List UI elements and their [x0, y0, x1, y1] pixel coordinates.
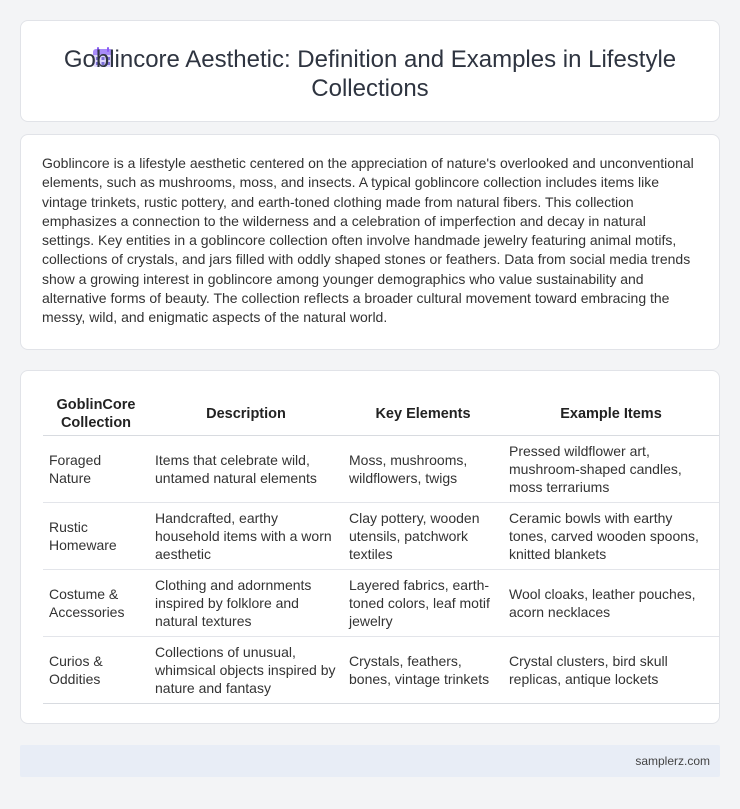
page-title: Goblincore Aesthetic: Definition and Examples in Lifestyle Collections	[63, 46, 677, 102]
cell-collection: Foraged Nature	[43, 436, 149, 503]
table-row	[43, 503, 719, 570]
cell-description: Handcrafted, earthy household items with a worn aesthetic	[149, 503, 343, 570]
cell-description: Items that celebrate wild, untamed natural elements	[149, 436, 343, 503]
header-description: Description	[149, 393, 343, 436]
cell-collection: Curios & Oddities	[43, 637, 149, 704]
header-collection: GoblinCore Collection	[43, 393, 149, 436]
table-row	[43, 570, 719, 637]
cell-examples: Pressed wildflower art, mushroom-shaped candles, moss terrariums	[503, 436, 719, 503]
cell-key-elements: Moss, mushrooms, wildflowers, twigs	[343, 436, 503, 503]
header-example-items: Example Items	[503, 393, 719, 436]
cell-key-elements: Layered fabrics, earth-toned colors, leaf motif jewelry	[343, 570, 503, 637]
cell-key-elements: Clay pottery, wooden utensils, patchwork textiles	[343, 503, 503, 570]
intro-paragraph: Goblincore is a lifestyle aesthetic centered on the appreciation of nature's overlooked and unconventional elements, such as mushrooms, moss, and insects. A typical goblincore collection includes items like vintage trinkets, rustic pottery, and earth-toned clothing made from natural fibers. This collection emphasizes a connection to the wilderness and a celebration of imperfection and decay in natural settings. Key entities in a goblincore collection often involve handmade jewelry featuring animal motifs, collections of crystals, and jars filled with oddly shaped stones or feathers. Data from social media trends show a growing interest in goblincore among younger demographics who value sustainability and alternative forms of beauty. The collection reflects a broader cultural movement toward embracing the messy, wild, and enigmatic aspects of the natural world.	[42, 155, 694, 326]
cell-key-elements: Crystals, feathers, bones, vintage trinkets	[343, 637, 503, 704]
collections-table	[43, 393, 719, 704]
table-row	[43, 436, 719, 503]
cell-examples: Wool cloaks, leather pouches, acorn necklaces	[503, 570, 719, 637]
table-card	[20, 370, 720, 724]
cell-description: Clothing and adornments inspired by folklore and natural textures	[149, 570, 343, 637]
cell-collection: Costume & Accessories	[43, 570, 149, 637]
cell-description: Collections of unusual, whimsical objects inspired by nature and fantasy	[149, 637, 343, 704]
table-row	[43, 637, 719, 704]
cell-collection: Rustic Homeware	[43, 503, 149, 570]
cell-examples: Ceramic bowls with earthy tones, carved wooden spoons, knitted blankets	[503, 503, 719, 570]
footer	[20, 745, 720, 777]
intro-card	[20, 134, 720, 350]
header-key-elements: Key Elements	[343, 393, 503, 436]
cell-examples: Crystal clusters, bird skull replicas, antique lockets	[503, 637, 719, 704]
title-card	[20, 20, 720, 122]
footer-site-link[interactable]: samplerz.com	[635, 754, 710, 768]
table-header-row	[43, 393, 719, 436]
